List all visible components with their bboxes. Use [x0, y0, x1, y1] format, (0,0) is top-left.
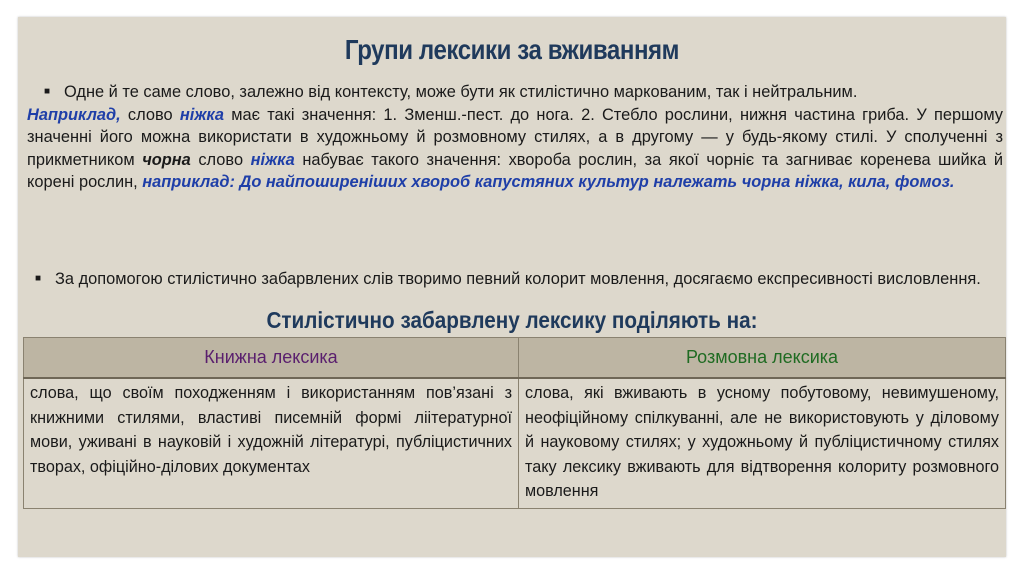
para-text-2: має такі значення: 1. Зменш.-пест. до нога. 2. Стебло рослини, нижня частина гриба. У першому значенні його можна використати в художньому й розмовному стилях, а в другому — у будь-якому стилі. У сполученні з прикметником: [27, 105, 1003, 169]
word-nizhka: ніжка: [179, 105, 225, 124]
bullet-item-1: [27, 81, 1003, 104]
bullet-1-text: Одне й те саме слово, залежно від контексту, може бути як стилістично маркованим, так і нейтральним.: [64, 83, 858, 101]
table-header-row: [24, 338, 1006, 379]
bookish-description: слова, що своїм походженням і використанням пов’язані з книжними стилями, властиві писемній формі ліітературної мови, уживані в науковій і художній літературі, публіцистичних творах, офіційно-ділових документах: [24, 378, 519, 508]
header-bookish: Книжна лексика: [24, 338, 519, 379]
slide-title: Групи лексики за вживанням: [344, 34, 680, 65]
bullet-square-icon: ■: [44, 86, 51, 97]
para-text-1: слово: [120, 105, 180, 124]
bullet-item-2: [35, 268, 995, 291]
para-text-3: слово: [190, 150, 251, 169]
example-label: Наприклад,: [27, 105, 121, 124]
slide: [18, 17, 1006, 557]
bullet-2-text: За допомогою стилістично забарвлених слів творимо певний колорит мовлення, досягаємо експресивності висловлення.: [55, 270, 981, 288]
lexicon-table: [23, 337, 1006, 509]
header-colloquial: Розмовна лексика: [519, 338, 1006, 379]
word-chorna: чорна: [142, 150, 191, 169]
example-paragraph: [27, 104, 1003, 194]
colloquial-description: слова, які вживають в усному побутовому, невимушеному, неофіційному спілкуванні, але не використовують у діловому й науковому стилях; у художньому й публіцистичному стилях таку лексику вживають для відтворення колориту розмовного мовлення: [519, 378, 1006, 508]
table-subtitle: Стилістично забарвлену лексику поділяють на:: [266, 307, 758, 333]
bullet-square-icon: ■: [35, 273, 42, 284]
body-text: [27, 81, 1003, 194]
table-row: [24, 378, 1006, 508]
word-nizhka-2: ніжка: [250, 150, 295, 169]
para-text-4: набуває такого значення: хвороба рослин, за якої чорніє та загниває коренева шийка й корені рослин,: [27, 150, 1003, 191]
example-sentence: наприклад: До найпоширеніших хвороб капустяних культур належать чорна ніжка, кила, фомоз.: [142, 173, 955, 191]
